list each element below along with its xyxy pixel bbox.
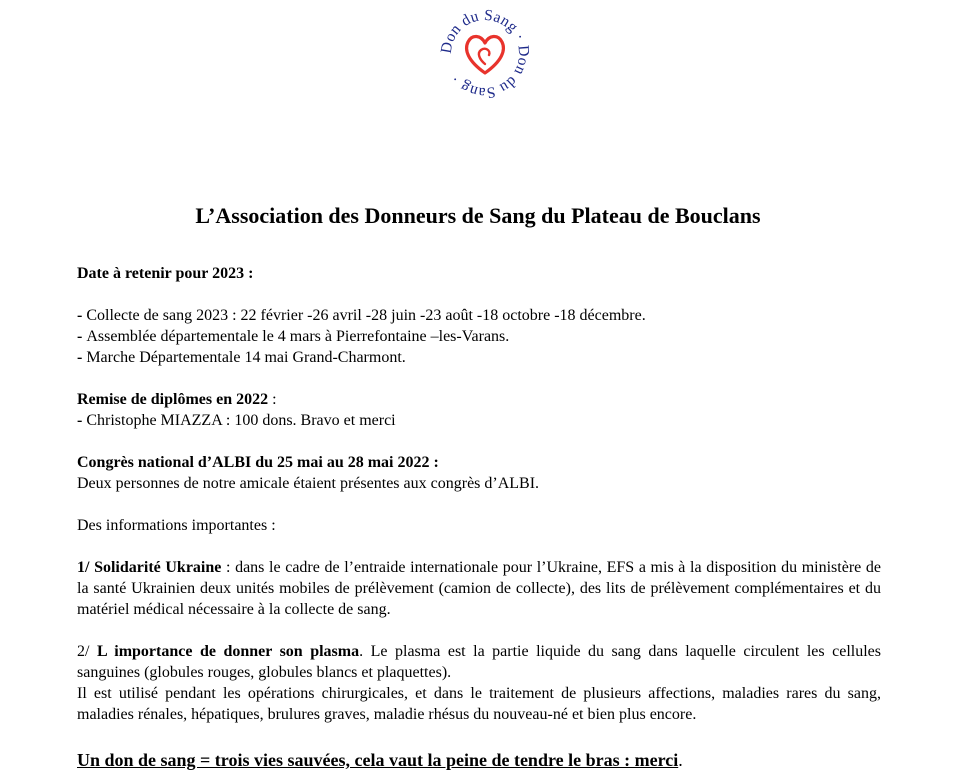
- ukraine-paragraph: 1/ Solidarité Ukraine : dans le cadre de l’entraide internationale pour l’Ukraine, EFS a mis à la disposition du ministère de la santé Ukrainien deux unités mobiles de prélèvement (camion de collecte), des lits de prélèvement complémentaires et du matériel médical nécessaire à la collecte de sang.: [77, 559, 881, 618]
- info-heading: Des informations importantes :: [77, 517, 276, 534]
- congress-text: Deux personnes de notre amicale étaient présentes aux congrès d’ALBI.: [77, 475, 540, 492]
- dates-heading: Date à retenir pour 2023 :: [77, 265, 254, 282]
- closing-message: Un don de sang = trois vies sauvées, cela vaut la peine de tendre le bras : merci.: [77, 750, 683, 770]
- congress-heading: Congrès national d’ALBI du 25 mai au 28 mai 2022 :: [77, 454, 439, 471]
- page-title: L’Association des Donneurs de Sang du Plateau de Bouclans: [195, 203, 761, 228]
- dates-item: - Marche Départementale 14 mai Grand-Charmont.: [77, 349, 406, 366]
- heart-swirl-icon: [479, 49, 489, 64]
- document-body: [77, 263, 881, 725]
- plasma-usage-paragraph: Il est utilisé pendant les opérations chirurgicales, et dans le traitement de plusieurs affections, maladies rares du sang, maladies rénales, hépatiques, brulures graves, maladie rhésus du nouveau-né et bien plus encore.: [77, 685, 881, 723]
- logo-ring-text: Don du Sang · Don du Sang ·: [437, 6, 533, 102]
- diplomas-heading: Remise de diplômes en 2022 :: [77, 391, 277, 408]
- plasma-paragraph: 2/ L importance de donner son plasma. Le plasma est la partie liquide du sang dans laquelle circulent les cellules sanguines (globules rouges, globules blancs et plaquettes).: [77, 643, 882, 681]
- don-du-sang-logo: [437, 6, 533, 102]
- dates-item: - Assemblée départementale le 4 mars à Pierrefontaine –les-Varans.: [77, 328, 510, 345]
- dates-item: - Collecte de sang 2023 : 22 février -26 avril -28 juin -23 août -18 octobre -18 décembre.: [77, 307, 646, 324]
- diplomas-item: - Christophe MIAZZA : 100 dons. Bravo et merci: [77, 412, 396, 429]
- heart-icon: [467, 36, 504, 73]
